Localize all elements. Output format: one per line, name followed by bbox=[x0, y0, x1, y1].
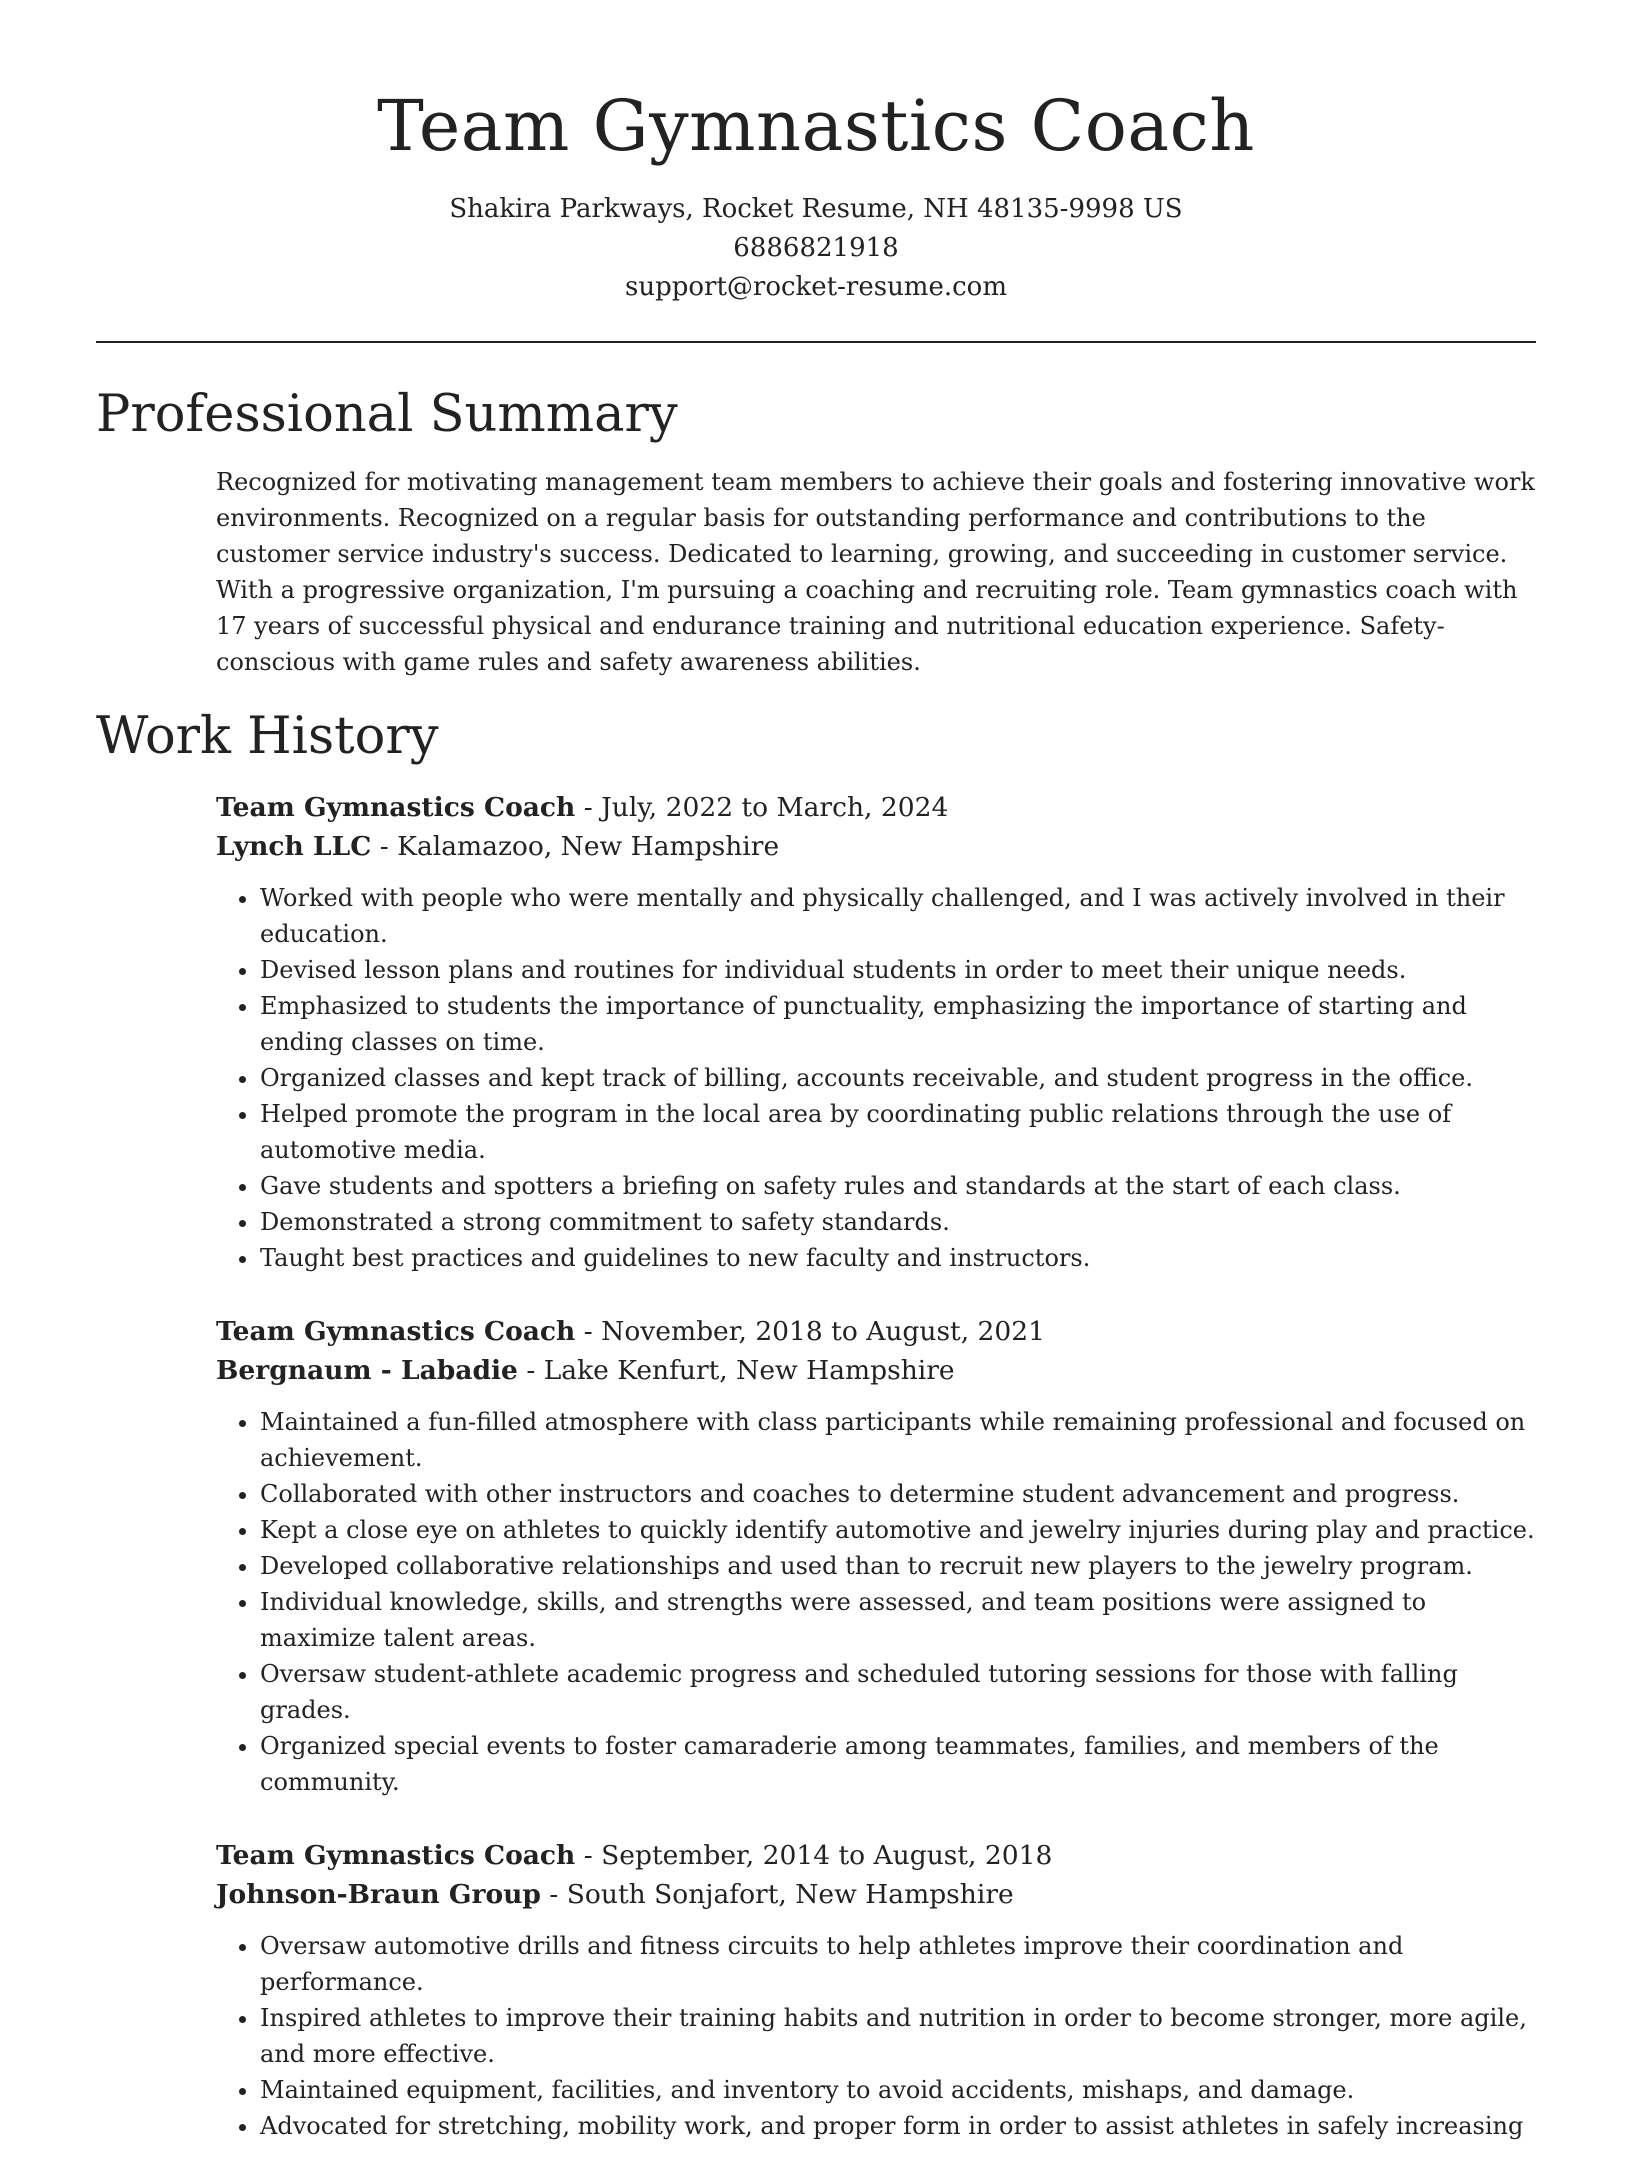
job-location: - South Sonjafort, New Hampshire bbox=[540, 1879, 1014, 1910]
job-bullet: • Maintained a fun-filled atmosphere with class participants while remaining professional and focused on achievement. bbox=[260, 1404, 1536, 1476]
job-bullet: • Devised lesson plans and routines for individual students in order to meet their unique needs. bbox=[260, 952, 1536, 988]
job-entry-1 bbox=[216, 788, 1536, 1276]
contact-block bbox=[0, 190, 1632, 307]
job-bullet: • Kept a close eye on athletes to quickly identify automotive and jewelry injuries during play and practice. bbox=[260, 1512, 1536, 1548]
job-bullet: • Helped promote the program in the local area by coordinating public relations through the use of automotive media. bbox=[260, 1096, 1536, 1168]
job-location: - Kalamazoo, New Hampshire bbox=[371, 831, 780, 862]
job-location: - Lake Kenfurt, New Hampshire bbox=[517, 1355, 955, 1386]
job-bullet: • Inspired athletes to improve their training habits and nutrition in order to become stronger, more agile, and more effective. bbox=[260, 2000, 1536, 2072]
job-bullet: • Organized classes and kept track of billing, accounts receivable, and student progress in the office. bbox=[260, 1060, 1536, 1096]
header-divider bbox=[96, 341, 1536, 343]
job-bullet: • Gave students and spotters a briefing on safety rules and standards at the start of each class. bbox=[260, 1168, 1536, 1204]
job-bullet: • Oversaw student-athlete academic progress and scheduled tutoring sessions for those with falling grades. bbox=[260, 1656, 1536, 1728]
job-company-line bbox=[216, 1351, 1536, 1390]
resume-header bbox=[0, 0, 1632, 307]
job-title-line bbox=[216, 1312, 1536, 1351]
job-bullet: • Maintained equipment, facilities, and inventory to avoid accidents, mishaps, and damage. bbox=[260, 2072, 1536, 2108]
job-bullet: • Individual knowledge, skills, and strengths were assessed, and team positions were assigned to maximize talent areas. bbox=[260, 1584, 1536, 1656]
work-history-heading: Work History bbox=[96, 707, 439, 766]
job-list bbox=[216, 788, 1536, 2144]
job-company: Lynch LLC bbox=[216, 831, 372, 862]
job-bullet: • Oversaw automotive drills and fitness circuits to help athletes improve their coordination and performance. bbox=[260, 1928, 1536, 2000]
job-company: Bergnaum - Labadie bbox=[216, 1355, 518, 1386]
job-bullet: • Emphasized to students the importance of punctuality, emphasizing the importance of starting and ending classes on time. bbox=[260, 988, 1536, 1060]
job-company-line bbox=[216, 1875, 1536, 1914]
job-bullet: • Worked with people who were mentally and physically challenged, and I was actively involved in their education. bbox=[260, 880, 1536, 952]
summary-heading: Professional Summary bbox=[96, 385, 678, 444]
summary-text: Recognized for motivating management team members to achieve their goals and fostering innovative work environments. Recognized on a regular basis for outstanding performance and contributions to the customer service industry's success. Dedicated to learning, growing, and succeeding in customer service. With a progressive organization, I'm pursuing a coaching and recruiting role. Team gymnastics coach with 17 years of successful physical and endurance training and nutritional education experience. Safety-conscious with game rules and safety awareness abilities. bbox=[216, 468, 1535, 676]
job-bullet: • Demonstrated a strong commitment to safety standards. bbox=[260, 1204, 1536, 1240]
job-title-line bbox=[216, 788, 1536, 827]
job-title-line bbox=[216, 1836, 1536, 1875]
job-company-line bbox=[216, 827, 1536, 866]
job-dates: - July, 2022 to March, 2024 bbox=[575, 792, 949, 823]
contact-address: Shakira Parkways, Rocket Resume, NH 48135-9998 US bbox=[449, 194, 1183, 224]
job-bullet: • Advocated for stretching, mobility work, and proper form in order to assist athletes in safely increasing bbox=[260, 2108, 1536, 2144]
job-entry-3 bbox=[216, 1836, 1536, 2144]
job-bullet: • Developed collaborative relationships and used than to recruit new players to the jewelry program. bbox=[260, 1548, 1536, 1584]
contact-phone: 6886821918 bbox=[733, 233, 899, 263]
candidate-name: Team Gymnastics Coach bbox=[377, 85, 1255, 167]
job-bullets bbox=[216, 1404, 1536, 1800]
job-role: Team Gymnastics Coach bbox=[216, 792, 576, 823]
job-role: Team Gymnastics Coach bbox=[216, 1316, 576, 1347]
job-bullets bbox=[216, 880, 1536, 1276]
job-bullet: • Collaborated with other instructors and coaches to determine student advancement and progress. bbox=[260, 1476, 1536, 1512]
job-bullet: • Organized special events to foster camaraderie among teammates, families, and members of the community. bbox=[260, 1728, 1536, 1800]
job-bullet: • Taught best practices and guidelines to new faculty and instructors. bbox=[260, 1240, 1536, 1276]
job-company: Johnson-Braun Group bbox=[216, 1879, 541, 1910]
job-dates: - November, 2018 to August, 2021 bbox=[575, 1316, 1045, 1347]
resume-body bbox=[96, 378, 1536, 2180]
job-role: Team Gymnastics Coach bbox=[216, 1840, 576, 1871]
job-entry-2 bbox=[216, 1312, 1536, 1800]
contact-email: support@rocket-resume.com bbox=[624, 272, 1007, 302]
job-bullets bbox=[216, 1928, 1536, 2144]
job-dates: - September, 2014 to August, 2018 bbox=[575, 1840, 1053, 1871]
